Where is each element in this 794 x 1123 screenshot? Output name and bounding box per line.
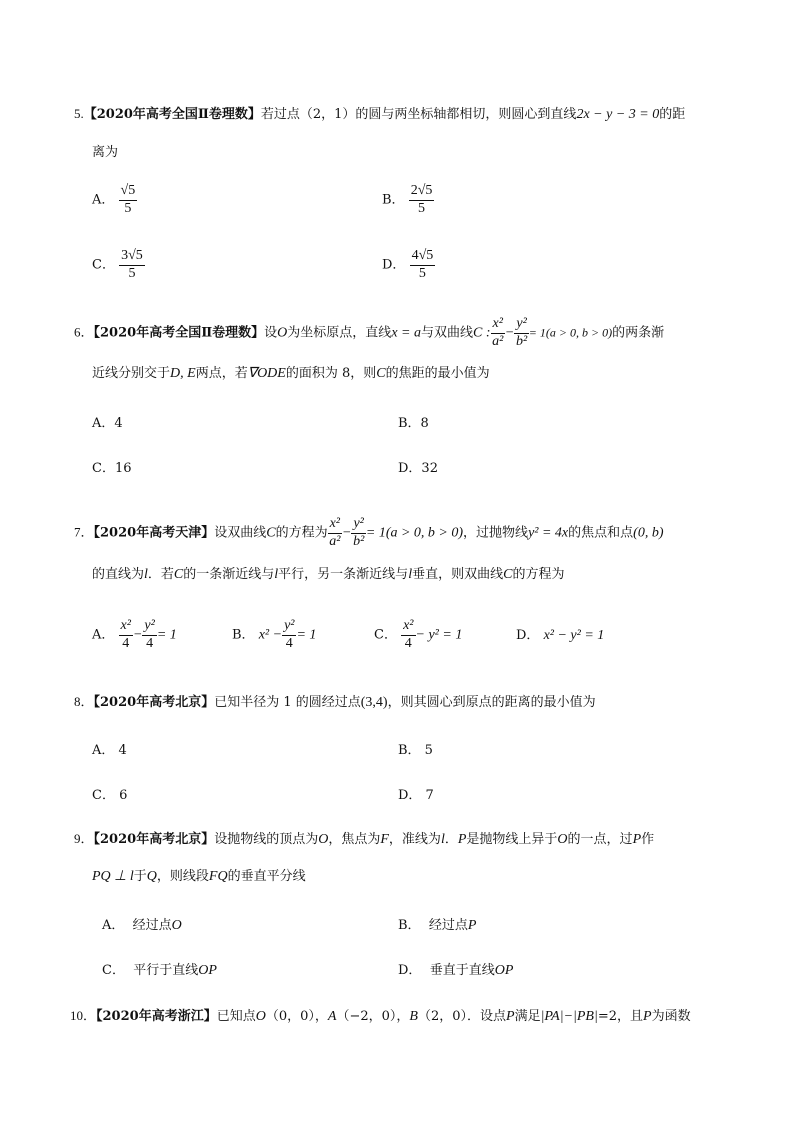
question-text: 的方程为 [275,525,328,541]
option-d[interactable]: D．32 [398,461,438,476]
question-text: （0，0）， [265,1009,328,1024]
denominator: 5 [128,265,136,281]
question-6-line-2 [92,367,490,381]
question-text: 的距 [659,107,686,122]
question-source: 【2020年高考全国Ⅱ卷理数】 [93,325,265,341]
fraction [409,184,435,216]
math-symbol: C [173,567,184,582]
option-b[interactable] [232,619,316,651]
numerator: x² [119,619,133,636]
option-label: C． [374,627,397,643]
option-label: C． [102,963,125,978]
denominator: 5 [124,200,132,216]
numerator: 2√5 [409,184,435,201]
option-c[interactable]: C． 6 [92,788,128,803]
math-symbol: P [467,918,477,933]
math-symbol: l [144,567,148,582]
math-symbol: l [408,567,413,582]
option-a[interactable]: A．4 [92,416,123,431]
distance-condition: |PA|−|PB| [540,1009,598,1024]
question-text: 两点，若 [195,366,248,381]
denominator: 4 [285,635,293,651]
fraction [351,517,365,549]
option-text: 平行于直线 [133,963,199,978]
math-symbol: OP [198,963,217,978]
option-d[interactable] [382,249,435,281]
option-c[interactable]: C．16 [92,461,132,476]
math-symbol: A [327,1009,337,1024]
option-label: D． [398,963,422,978]
question-text: 的方程为 [512,567,565,582]
fraction [410,249,436,281]
question-text: =2，且 [597,1009,643,1024]
question-text: 是抛物线上异于 [466,832,558,847]
question-text: 为坐标原点，直线 [287,325,392,341]
option-b[interactable] [398,919,476,933]
math-symbol: C [376,366,386,381]
option-d[interactable] [398,964,513,978]
question-text: 设 [264,325,278,341]
equation-rhs: = 1 [296,627,317,643]
math-symbol: O [277,325,288,341]
math-symbol: Q [146,869,157,884]
question-text: 已知点 [216,1009,256,1024]
question-text: 垂直，则双曲线 [412,567,504,582]
question-text: 满足 [514,1009,541,1024]
question-text: ． [444,832,458,847]
line-equation: x = a [391,325,421,341]
option-a[interactable]: A． 4 [92,743,127,758]
option-text: 经过点 [132,918,172,933]
question-text: （−2，0）， [336,1009,410,1024]
numerator: x² [401,619,415,636]
option-label: D． [516,628,540,643]
fraction [282,619,296,651]
denominator: a² [329,533,341,549]
question-7-line-2 [92,568,564,582]
math-symbol: P [457,832,467,847]
line-equation: 2x − y − 3 = 0 [576,107,660,122]
numerator: y² [142,619,156,636]
option-label: B． [232,627,255,643]
math-symbol: C [503,567,513,582]
question-source: 【2020年高考全国Ⅱ卷理数】 [83,107,261,122]
point-coordinate: (3,4) [360,695,388,710]
fraction [401,619,415,651]
denominator: 4 [146,635,154,651]
denominator: 4 [404,635,412,651]
option-a[interactable]: A． $\frac{\text{x²}}{4}$ − $\frac{\text{y²}}{4}$ = 1 [92,618,177,651]
option-label: A． [102,918,125,933]
question-text: ，准线为 [388,832,441,847]
question-10-line-1 [70,1009,691,1024]
numerator: y² [351,517,365,534]
fraction [119,184,138,216]
question-text: ，焦点为 [328,832,381,847]
question-9-line-2 [92,870,306,884]
curve-name: C : [473,325,491,341]
triangle-symbol: ∇ODE [247,366,286,381]
option-c[interactable] [92,249,145,281]
denominator: b² [515,333,528,349]
equation-lhs: x² − [258,627,283,643]
question-text: 为函数 [651,1009,691,1024]
math-symbol: P [506,1009,515,1024]
question-text: 已知半径为 1 的圆经过点 [214,695,361,710]
numerator: √5 [119,184,138,201]
math-symbol: P [643,1009,652,1024]
question-text: 的面积为 8，则 [285,366,377,381]
math-symbol: F [380,832,389,847]
fraction [119,619,133,651]
math-symbol: l [274,567,279,582]
math-symbol: C [266,525,276,541]
question-source: 【2020年高考北京】 [93,695,215,710]
option-text: 经过点 [428,918,468,933]
numerator: 3√5 [119,249,145,266]
question-text: 作 [641,832,655,847]
option-a[interactable] [92,184,137,216]
question-text: 设抛物线的顶点为 [214,832,319,847]
option-label: B． [382,192,405,208]
denominator: a² [492,333,504,349]
question-9-line-1 [74,832,654,847]
option-label: D． [382,257,406,273]
option-d[interactable] [516,629,604,643]
math-symbol: O [255,1009,266,1024]
option-label: C． [92,257,115,273]
question-text: ，过抛物线 [463,525,529,541]
denominator: 4 [122,635,130,651]
question-text: 平行，另一条渐近线与 [278,567,409,582]
option-d[interactable]: D． 7 [398,788,434,803]
equation-rhs: − y² = 1 [415,627,463,643]
option-label: B． [398,918,421,933]
question-text: 的两条渐 [612,325,665,341]
question-text: ，则线段 [156,869,209,884]
equation-condition: = 1(a > 0, b > 0) [365,525,464,541]
question-text: 离为 [92,145,119,160]
question-7-line-1: 7．【2020年高考天津】设双曲线C的方程为 $\frac{\text{x²}}{\text{a²}}$ − $\frac{\text{y²}}{\text{b²}}$ = 1(a > 0, b > 0)，过抛物线y² = 4x的焦点和点(0, b) [74,516,664,549]
question-text: 与双曲线 [420,325,473,341]
math-symbol: OP [494,963,514,978]
option-b[interactable]: B． 5 [398,743,433,758]
numerator: y² [282,619,296,636]
numerator: 4√5 [410,249,436,266]
option-b[interactable] [382,184,434,216]
option-text: 垂直于直线 [429,963,495,978]
denominator: 5 [418,265,426,281]
equation-rhs: = 1 [156,627,177,643]
question-6-line-1: 6．【2020年高考全国Ⅱ卷理数】设O为坐标原点，直线x = a与双曲线C : $\frac{\text{x²}}{\text{a²}}$ − $\frac{\text{y²}}{\text{b²}}$ = 1(a > 0, b > 0)的两条渐 [74,316,665,349]
numerator: x² [491,317,505,334]
question-text: 的一点，过 [567,832,633,847]
fraction [328,517,342,549]
fraction [119,249,145,281]
question-number: 6． [74,324,94,340]
option-label: A． [92,192,115,208]
numerator: y² [514,317,528,334]
question-text: ．若 [147,567,174,582]
option-b[interactable]: B．8 [398,416,429,431]
question-text: 的直线为 [92,567,145,582]
numerator: x² [328,517,342,534]
option-c[interactable] [102,964,217,978]
math-symbol: l [440,832,445,847]
question-text: 若过点（2，1）的圆与两坐标轴都相切，则圆心到直线 [260,107,577,122]
question-source: 【2020年高考北京】 [93,832,215,847]
math-symbol: O [171,918,182,933]
question-8-line-1 [74,695,596,710]
question-number: 5. [74,106,84,121]
fraction [491,317,505,349]
question-5-line-1 [74,107,685,122]
question-text: 的焦点和点 [568,525,634,541]
question-number: 10． [70,1008,97,1023]
math-symbol: B [409,1009,418,1024]
question-text: 设双曲线 [214,525,267,541]
question-text: 近线分别交于 [92,366,171,381]
option-a[interactable] [102,919,182,933]
question-number: 7． [74,524,94,540]
question-text: 的垂直平分线 [227,869,306,884]
question-text: ，则其圆心到原点的距离的最小值为 [387,695,596,710]
denominator: b² [353,533,365,549]
question-text: 的焦距的最小值为 [385,366,490,381]
parabola-equation: y² = 4x [528,525,569,541]
question-source: 【2020年高考天津】 [93,525,215,541]
question-number: 9． [74,831,94,846]
question-5-line-2 [92,146,118,159]
option-label: A． [92,627,115,643]
option-c[interactable] [374,619,462,651]
perpendicular-relation: PQ ⊥ l [92,869,134,884]
math-symbol: D, E [170,366,196,381]
curve-condition: = 1(a > 0, b > 0) [528,325,613,340]
question-number: 8． [74,694,94,709]
question-text: 的一条渐近线与 [183,567,275,582]
math-symbol: P [632,832,642,847]
fraction [514,317,528,349]
fraction [142,619,156,651]
equation: x² − y² = 1 [543,628,605,643]
segment-name: FQ [208,869,228,884]
question-text: （2，0）．设点 [417,1009,506,1024]
point-coordinate: (0, b) [633,525,664,541]
math-symbol: O [318,832,329,847]
math-symbol: O [557,832,568,847]
question-source: 【2020年高考浙江】 [96,1009,217,1024]
question-text: 于 [133,869,147,884]
denominator: 5 [418,200,426,216]
